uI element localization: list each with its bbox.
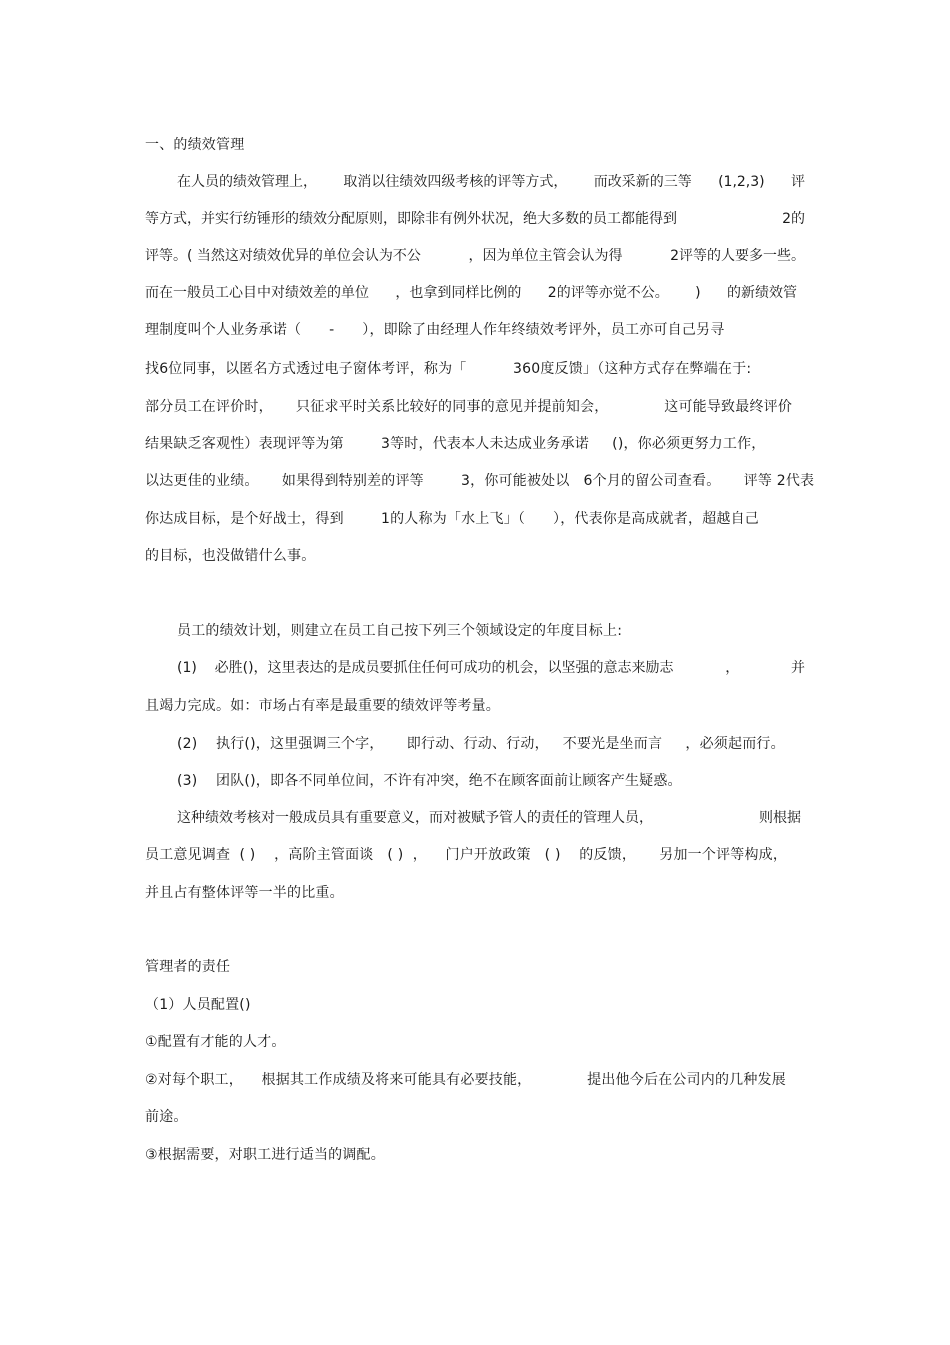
paragraph-line: 理制度叫个人业务承诺（ - ），即除了由经理人作年终绩效考评外，员工亦可自己另寻 xyxy=(145,322,725,338)
list-item: ①配置有才能的人才。 xyxy=(145,1034,286,1050)
list-item: (2) 执行()，这里强调三个字， 即行动、行动、行动， 不要光是坐而言 ，必须起而行。 xyxy=(177,736,785,752)
list-item: 且竭力完成。如：市场占有率是最重要的绩效评等考量。 xyxy=(145,698,500,714)
paragraph-line: 以达更佳的业绩。 如果得到特别差的评等 3，你可能被处以 6个月的留公司查看。 评等 2代表 xyxy=(145,473,815,489)
paragraph-line: 而在一般员工心目中对绩效差的单位 ，也拿到同样比例的 2的评等亦觉不公。 ) 的新绩效管 xyxy=(145,285,797,301)
list-item: (3) 团队()，即各不同单位间，不许有冲突，绝不在顾客面前让顾客产生疑惑。 xyxy=(177,773,682,789)
paragraph-line: 员工意见调查 ( ) ，高阶主管面谈 ( ) ， 门户开放政策 ( ) 的反馈， 另加一个评等构成， xyxy=(145,847,788,863)
paragraph-line: 评等。( 当然这对绩效优异的单位会认为不公 ，因为单位主管会认为得 2评等的人要多一些。 xyxy=(145,248,805,264)
paragraph-line: 结果缺乏客观性）表现评等为第 3等时，代表本人未达成业务承诺 ()，你必须更努力工作， xyxy=(145,436,766,452)
paragraph-line: 等方式，并实行纺锤形的绩效分配原则，即除非有例外状况，绝大多数的员工都能得到 2的 xyxy=(145,211,805,227)
list-item: (1) 必胜()，这里表达的是成员要抓住任何可成功的机会，以坚强的意志来励志 ， 并 xyxy=(177,660,805,676)
section-title: 一、的绩效管理 xyxy=(145,137,245,153)
list-item: ②对每个职工， 根据其工作成绩及将来可能具有必要技能， 提出他今后在公司内的几种发展 xyxy=(145,1072,786,1088)
paragraph-line: 找6位同事，以匿名方式透过电子窗体考评，称为「 360度反馈」（这种方式存在弊端在于: xyxy=(145,361,752,377)
paragraph-line: 员工的绩效计划，则建立在员工自己按下列三个领域设定的年度目标上: xyxy=(177,623,623,639)
paragraph-line: 部分员工在评价时， 只征求平时关系比较好的同事的意见并提前知会， 这可能导致最终评价 xyxy=(145,399,793,415)
section-title: 管理者的责任 xyxy=(145,959,231,975)
list-item: 前途。 xyxy=(145,1109,188,1125)
paragraph-line: 这种绩效考核对一般成员具有重要意义，而对被赋予管人的责任的管理人员， 则根据 xyxy=(177,810,801,826)
paragraph-line: 在人员的绩效管理上， 取消以往绩效四级考核的评等方式， 而改采新的三等 (1,2,3) 评 xyxy=(177,174,805,190)
paragraph-line: 你达成目标，是个好战士，得到 1的人称为「水上飞」（ ），代表你是高成就者，超越自己 xyxy=(145,511,760,527)
list-item: ③根据需要，对职工进行适当的调配。 xyxy=(145,1147,385,1163)
subsection-title: （1）人员配置() xyxy=(145,997,251,1013)
paragraph-line: 的目标，也没做错什么事。 xyxy=(145,548,316,564)
paragraph-line: 并且占有整体评等一半的比重。 xyxy=(145,885,344,901)
